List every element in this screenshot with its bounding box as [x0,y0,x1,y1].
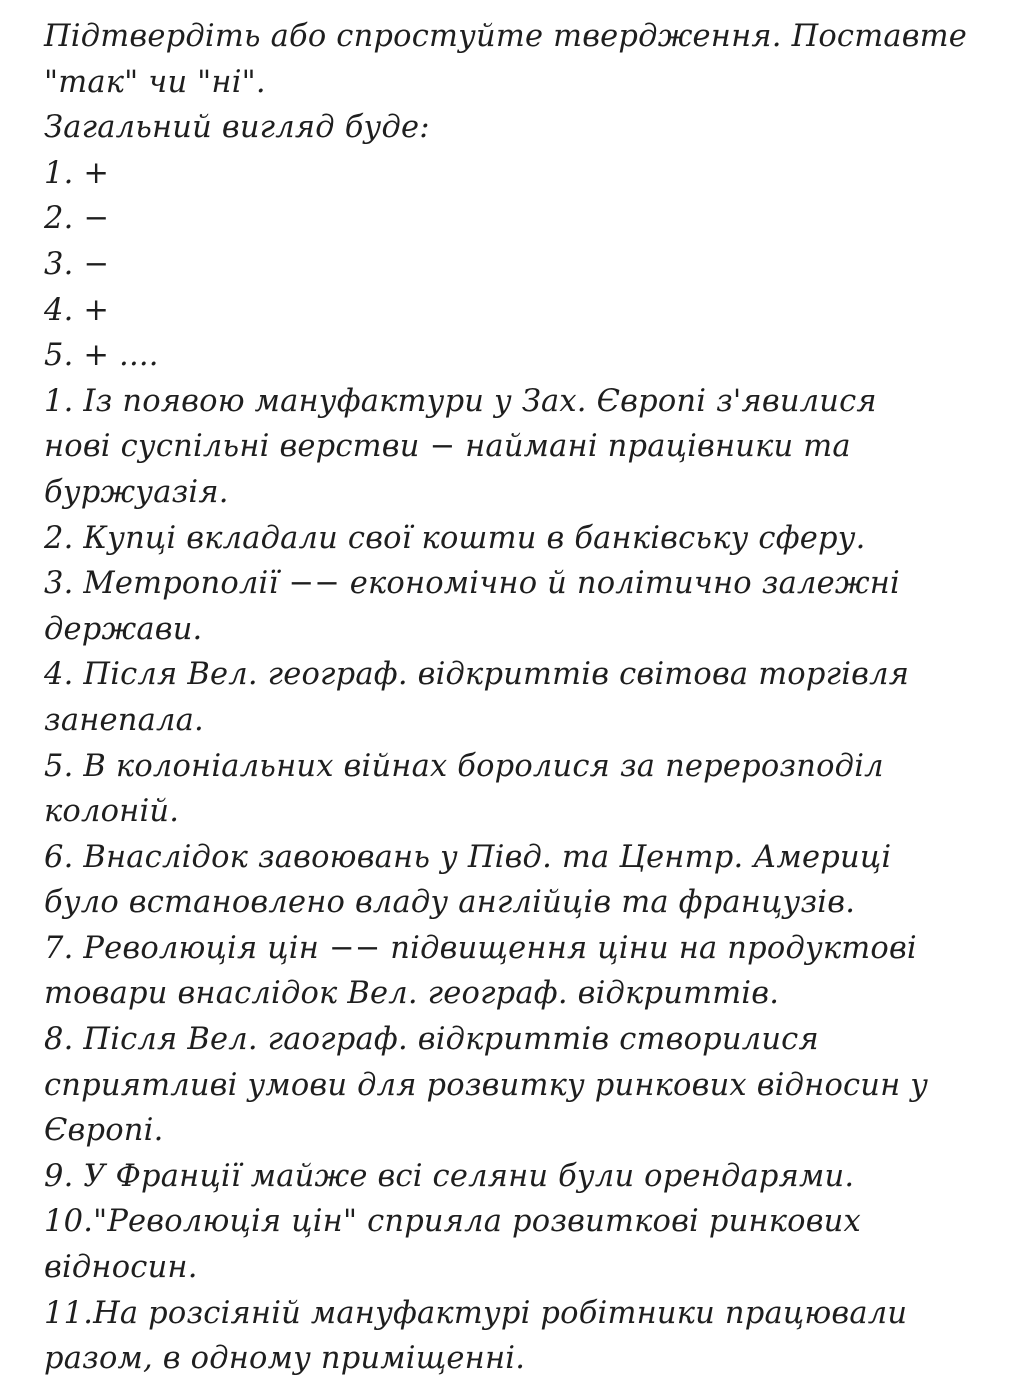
format-example-line: 2. − [44,201,110,237]
statement-line: 7. Революція цін −− підвищення ціни на продуктові [44,930,917,966]
statement-line: держави. [44,611,203,647]
statement-line: 5. В колоніальних війнах боролися за перерозподіл [44,748,884,784]
instruction-line: Підтвердіть або спростуйте твердження. Поставте [44,19,968,54]
statement-line: разом, в одному приміщенні. [44,1341,526,1377]
statement-line: відносин. [44,1250,198,1286]
statement-line: 2. Купці вкладали свої кошти в банківську сферу. [44,520,866,556]
statement-line: 6. Внаслідок завоювань у Півд. та Центр. Америці [44,839,892,875]
format-heading: Загальний вигляд буде: [44,110,430,146]
statement-line: нові суспільні верстви − наймані працівники та [44,429,851,465]
format-example-line: 1. + [44,155,110,191]
statement-line: було встановлено владу англійців та французів. [44,885,856,921]
statement-line: 1. Із появою мануфактури у Зах. Європі з'явилися [44,383,877,419]
statement-line: 8. Після Вел. гаограф. відкриттів створилися [44,1022,819,1058]
statement-line: буржуазія. [44,474,229,510]
statement-line: колоній. [44,794,180,830]
statement-line: 11.На розсіяній мануфактурі робітники працювали [44,1295,908,1331]
statement-line: 3. Метрополії −− економічно й політично залежні [44,566,900,602]
statement-line: 9. У Франції майже всі селяни були орендарями. [44,1158,855,1194]
statement-line: занепала. [44,702,204,738]
statement-line: 10."Революція цін" сприяла розвиткові ринкових [44,1204,861,1240]
statement-line: Європі. [44,1113,164,1149]
format-example-line: 4. + [44,292,110,328]
statement-line: 4. Після Вел. географ. відкриттів світова торгівля [44,657,910,693]
statement-line: товари внаслідок Вел. географ. відкриттів. [44,976,780,1012]
instruction-line: "так" чи "ні". [44,64,266,100]
format-example-line: 3. − [44,246,110,282]
statement-line: сприятливі умови для розвитку ринкових відносин у [44,1067,929,1103]
handwritten-note [44,14,1019,1382]
format-example-line: 5. + .... [44,338,159,374]
